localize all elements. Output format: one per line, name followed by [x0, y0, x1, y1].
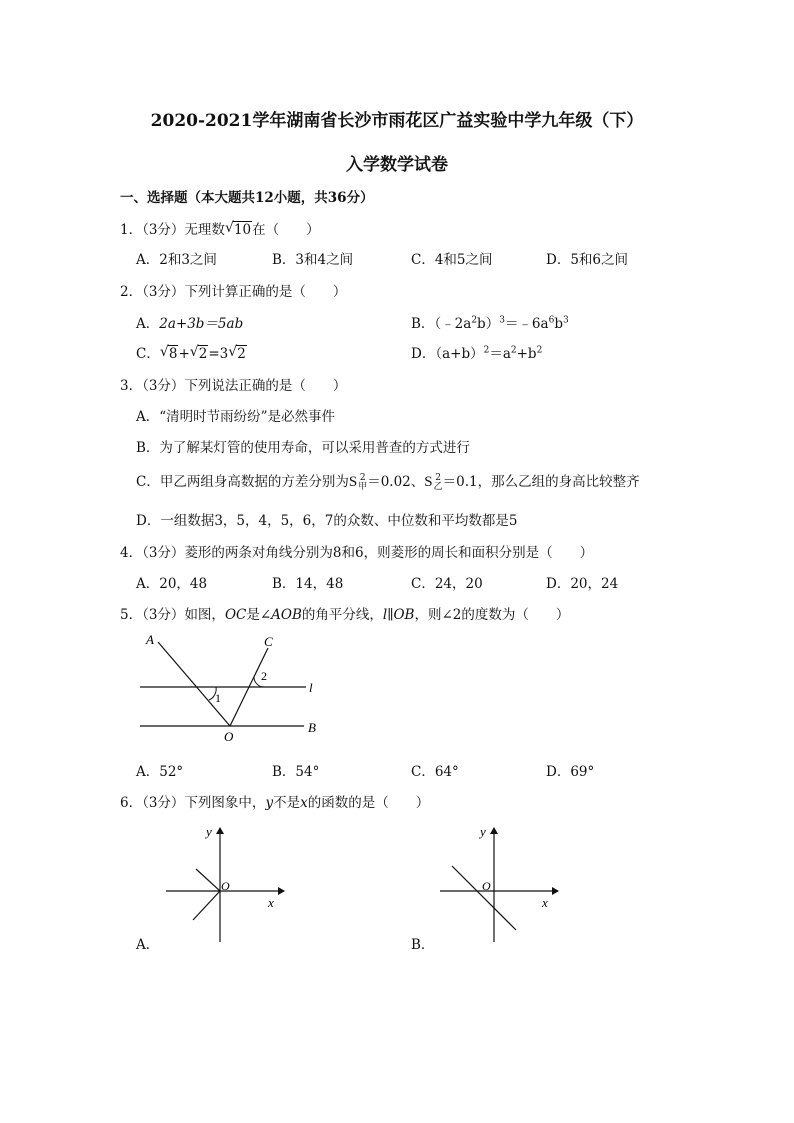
label-c: C — [264, 634, 273, 649]
label-b: B — [308, 720, 316, 735]
q2-option-b[interactable]: B．$(﹣2a^2b)^3=﹣6a^6b^3$ — [411, 315, 569, 332]
q5-option-a[interactable]: A．52° — [136, 764, 184, 780]
q6-graph-b[interactable] — [434, 822, 564, 948]
label-o: O — [224, 729, 234, 744]
q2-option-a[interactable]: A．2a+3b＝5ab — [136, 316, 244, 332]
q4-option-b[interactable]: B．14，48 — [272, 576, 344, 592]
y-label: y — [206, 824, 212, 839]
q5-figure — [130, 628, 330, 748]
page-subtitle: 入学数学试卷 — [346, 155, 448, 175]
question-1: 1．（3分）无理数 √ 10在（ ） — [120, 220, 320, 238]
q1-option-b[interactable]: B．3和4之间 — [272, 252, 354, 268]
graph-line — [452, 866, 516, 930]
q1-option-c[interactable]: C．4和5之间 — [411, 252, 493, 268]
question-2: 2．（3分）下列计算正确的是（ ） — [120, 284, 347, 300]
page-title: 2020-2021学年湖南省长沙市雨花区广益实验中学九年级（下） — [150, 111, 644, 131]
y-label: y — [480, 824, 486, 839]
origin-label: O — [221, 879, 230, 893]
section-heading: 一、选择题（本大题共12小题，共36分） — [120, 190, 374, 206]
q5-option-b[interactable]: B．54° — [272, 764, 320, 780]
q3-option-a[interactable]: A．“清明时节雨纷纷”是必然事件 — [136, 409, 336, 425]
q1-option-a[interactable]: A．2和3之间 — [136, 252, 217, 268]
q5-option-c[interactable]: C．64° — [411, 764, 459, 780]
q2-option-c[interactable]: C． √ 8+ √ 2=3 √ 2 — [136, 344, 246, 362]
q3-option-b[interactable]: B．为了解某灯管的使用寿命，可以采用普查的方式进行 — [136, 440, 470, 456]
q2-option-d[interactable]: D．$(a+b)^2=a^2+b^2$ — [411, 345, 543, 362]
q4-option-a[interactable]: A．20，48 — [136, 576, 208, 592]
sqrt-10: √ 10 — [224, 220, 252, 238]
origin-label: O — [482, 879, 491, 893]
q6-option-b-label[interactable]: B． — [411, 937, 435, 953]
label-a: A — [146, 632, 154, 647]
q4-option-c[interactable]: C．24，20 — [411, 576, 483, 592]
question-4: 4．（3分）菱形的两条对角线分别为8和6，则菱形的周长和面积分别是（ ） — [120, 545, 594, 561]
ray-oa — [158, 642, 230, 726]
q6-option-a-label[interactable]: A． — [136, 937, 160, 953]
q6-graph-a[interactable] — [160, 822, 290, 948]
q5-option-d[interactable]: D．69° — [546, 764, 595, 780]
q3-option-c[interactable]: C．甲乙两组身高数据的方差分别为S 2 甲＝0.02、S 2 乙＝0.1，那么乙组的身高比较整齐 — [136, 472, 640, 492]
label-l: l — [309, 680, 313, 695]
q4-option-d[interactable]: D．20，24 — [546, 576, 619, 592]
question-5: 5．（3分）如图，OC是∠AOB的角平分线，l∥OB，则∠2的度数为（ ） — [120, 607, 570, 623]
label-angle-1: 1 — [215, 691, 221, 705]
x-label: x — [268, 895, 274, 910]
label-angle-2: 2 — [261, 669, 267, 683]
x-label: x — [542, 895, 548, 910]
graph-segment — [196, 869, 220, 891]
question-3: 3．（3分）下列说法正确的是（ ） — [120, 378, 347, 394]
q3-option-d[interactable]: D．一组数据3，5，4，5，6，7的众数、中位数和平均数都是5 — [136, 513, 518, 529]
graph-segment — [193, 891, 220, 920]
question-6: 6．（3分）下列图象中，y不是x的函数的是（ ） — [120, 795, 430, 811]
q1-option-d[interactable]: D．5和6之间 — [546, 252, 629, 268]
